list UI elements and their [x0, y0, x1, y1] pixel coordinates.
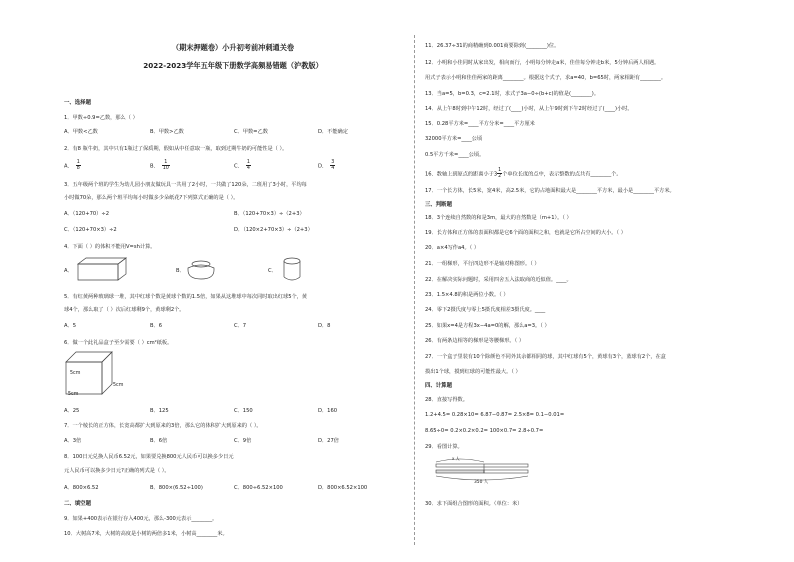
q8-option-a: A．800×6.52 [64, 485, 99, 491]
cylinder-figure [282, 257, 302, 281]
question-5-line-1: 5．有红黄两种玻璃球一堆，其中红球个数是黄球个数的1.5倍，如果从这堆球中每次同时取出红球5个，黄 [64, 294, 308, 300]
q4-option-b: B． [176, 268, 185, 274]
question-8-line-2: 元人民币可以换多少日元?正确的列式是（ ）。 [64, 468, 170, 474]
q7-option-c: C．9倍 [234, 438, 252, 444]
cube-depth-label: 5cm [113, 383, 124, 388]
q7-option-d: D．27倍 [318, 438, 339, 444]
q1-option-b: B．甲数>乙数 [150, 129, 184, 135]
q3-option-b: B．（120+70×3）÷（2+3） [234, 211, 305, 217]
q4-option-a: A． [64, 268, 73, 274]
bar-model-top-label: x 人 [452, 456, 460, 461]
bowl-figure [187, 260, 215, 280]
q3-option-c: C．（120+70×3）÷2 [64, 227, 117, 233]
question-12-line-2: 用式子表示小明和佳佳两家的距离________。根据这个式子，求a=40，b=65时，两家相距有________。 [425, 75, 667, 81]
question-27-line-2: 摸出1个球，摸到红球的可能性最大。（ ） [425, 369, 521, 375]
section-judge-heading: 三、判断题 [425, 202, 452, 208]
question-13: 13．当a=5，b=0.3，c=2.1时，求式子3a−0÷(b+c)的值是(________)。 [425, 91, 600, 97]
q8-option-c: C．800÷6.52×100 [234, 485, 283, 491]
question-15-line-3: 0.5平方千米=____公顷。 [425, 152, 485, 158]
question-12-line-1: 12．小明和小佳同时从家出发，相向而行，小明每分钟走a米，佳佳每分钟走b米，5分钟后两人相遇。 [425, 60, 660, 66]
q7-option-b: B．6倍 [150, 438, 168, 444]
question-25: 25．如果x=4是方程3x−4a=0的解，那么a=3。（ ） [425, 323, 550, 329]
cube-width-label: 5cm [68, 392, 79, 397]
question-4: 4．下面（ ）的体积不能用V=sh计算。 [64, 244, 156, 250]
section-fill-heading: 二、填空题 [64, 501, 91, 507]
q2-option-d: D． $\frac{3}{4}$ [318, 160, 335, 172]
question-20: 20．a×4写作a4。（ ） [425, 245, 480, 251]
q2-option-a: A． $\frac{1}{8}$ [64, 160, 80, 172]
q8-option-b: B．800×(6.52÷100) [150, 485, 203, 491]
question-27-line-1: 27．一个盒子里装有10个除颜色不同外其余都相同的球，其中红球有5个，黄球有3个，蓝球有2个，在盒 [425, 354, 666, 360]
question-3-line-2: 小时做70朵，那么两个班平均每小时做多少朵纸花?下列算式正确的是（ ）。 [64, 195, 239, 201]
worksheet-subtitle: 2022-2023学年五年级下册数学高频易错题（沪教版） [143, 61, 323, 70]
q6-option-a: A．25 [64, 408, 80, 414]
question-29: 29．看图计算。 [425, 444, 463, 450]
calc-row-2: 8.65÷0= 0.2×0.2×0.2= 100×0.7= 2.8÷0.7= [425, 428, 544, 434]
question-17: 17．一个长方体，长5米，宽4米，高2.5米，它的占地面积最大是________平方米，最小是________平方米。 [425, 188, 675, 194]
question-6: 6．做一个此礼品盒子至少需要（ ）cm²纸板。 [64, 340, 173, 346]
column-divider [414, 35, 415, 545]
question-22: 22．在解决实际问题时，采用四舍五入法取商的近似值。____。 [425, 277, 572, 283]
question-7-line-1: 7．一个棱长的正方体，长宽高都扩大到原来的3倍，那么它的体积扩大到原来的（ ）。 [64, 423, 262, 429]
question-9: 9．如果+400表示在银行存入400元，那么-300元表示________。 [64, 516, 218, 522]
question-28: 28．直接写得数。 [425, 397, 468, 403]
question-15-line-1: 15．0.28平方米=____平方分米=____平方厘米 [425, 121, 535, 127]
q1-option-a: A．甲数<乙数 [64, 129, 98, 135]
q6-option-c: C．150 [234, 408, 253, 414]
section-choice-heading: 一、选择题 [64, 100, 91, 106]
question-30: 30．求下面组合图形的面积。（单位：米） [425, 501, 523, 507]
question-3-line-1: 3．五年级两个班的学生为幼儿园小朋友做玩具一共用了2小时，一共做了120朵，二班用了3小时，平均每 [64, 182, 307, 188]
question-10: 10．大树高7米，大树的高度是小树的两倍多1米，小树高________米。 [64, 531, 228, 537]
question-24: 24．零下2摄氏度与零上5摄氏度相差3摄氏度。____ [425, 307, 546, 313]
q5-option-d: D．8 [318, 323, 331, 329]
q7-option-a: A．3倍 [64, 438, 82, 444]
q2-option-b: B． $\frac{1}{10}$ [150, 160, 169, 172]
q3-option-a: A．（120+70）÷2 [64, 211, 110, 217]
q6-option-b: B．125 [150, 408, 169, 414]
question-21: 21．一组梯形，平行四边形不是轴对称图形。（ ） [425, 261, 540, 267]
q1-option-c: C．甲数=乙数 [234, 129, 268, 135]
cube-height-label: 5cm [70, 371, 81, 376]
question-18: 18．3个连续自然数的和是3m，最大的自然数是（m+1）。（ ） [425, 215, 572, 221]
section-calc-heading: 四、计算题 [425, 383, 452, 389]
calc-row-1: 1.2+4.5= 0.28×10= 6.87−0.87= 2.5×8= 0.1−0.01= [425, 412, 565, 418]
question-8-line-1: 8．100日元兑换人民币6.52元，如果要兑换800元人民币可以换多少日元 [64, 454, 234, 460]
question-26: 26．有两条边相等的梯形是等腰梯形。（ ） [425, 338, 525, 344]
question-11: 11．26.37÷31的商精确到0.001商要除到(________)位。 [425, 43, 560, 49]
q1-option-d: D．不能确定 [318, 129, 348, 135]
q8-option-d: D．800×6.52×100 [318, 485, 368, 491]
q5-option-a: A．5 [64, 323, 77, 329]
q5-option-b: B．6 [150, 323, 163, 329]
q6-option-d: D．160 [318, 408, 338, 414]
question-23: 23．1.5×4.8的积是两位小数。（ ） [425, 292, 509, 298]
question-19: 19．长方体和正方体的表面积都是它6个面的面积之和，也就是它所占空间的大小。（ ） [425, 230, 626, 236]
question-16: 16．数轴上到原点的距离小于3 $\frac{1}{2}$ 个单位长度的点中，表示整数的点共有________个。 [425, 168, 622, 180]
question-1: 1．甲数÷0.9=乙数，那么（ ） [64, 115, 138, 121]
q4-option-c: C． [268, 268, 277, 274]
question-14: 14．从上午8时到中午12时，经过了(____)小时，从上午9时到下午2时经过了(____)小时。 [425, 106, 633, 112]
q3-option-d: D．（120×2+70×3）÷（2+3） [234, 227, 313, 233]
q5-option-c: C．7 [234, 323, 247, 329]
question-15-line-2: 32000平方米=____公顷 [425, 136, 483, 142]
question-5-line-2: 球4个，那么取了（ ）次后红球剩9个，黄球剩2个。 [64, 307, 185, 313]
question-2: 2．有8 瓶牛奶，其中只有1瓶过了保质期，假如从中任意取一瓶，取到过期牛奶的可能性是（ ）。 [64, 146, 288, 152]
q2-option-c: C． $\frac{1}{4}$ [234, 160, 250, 172]
worksheet-title: （期末押题卷）小升初考前冲刺通关卷 [171, 43, 295, 52]
bar-model-bottom-label: 350 人 [474, 480, 489, 485]
cuboid-figure [78, 258, 138, 280]
